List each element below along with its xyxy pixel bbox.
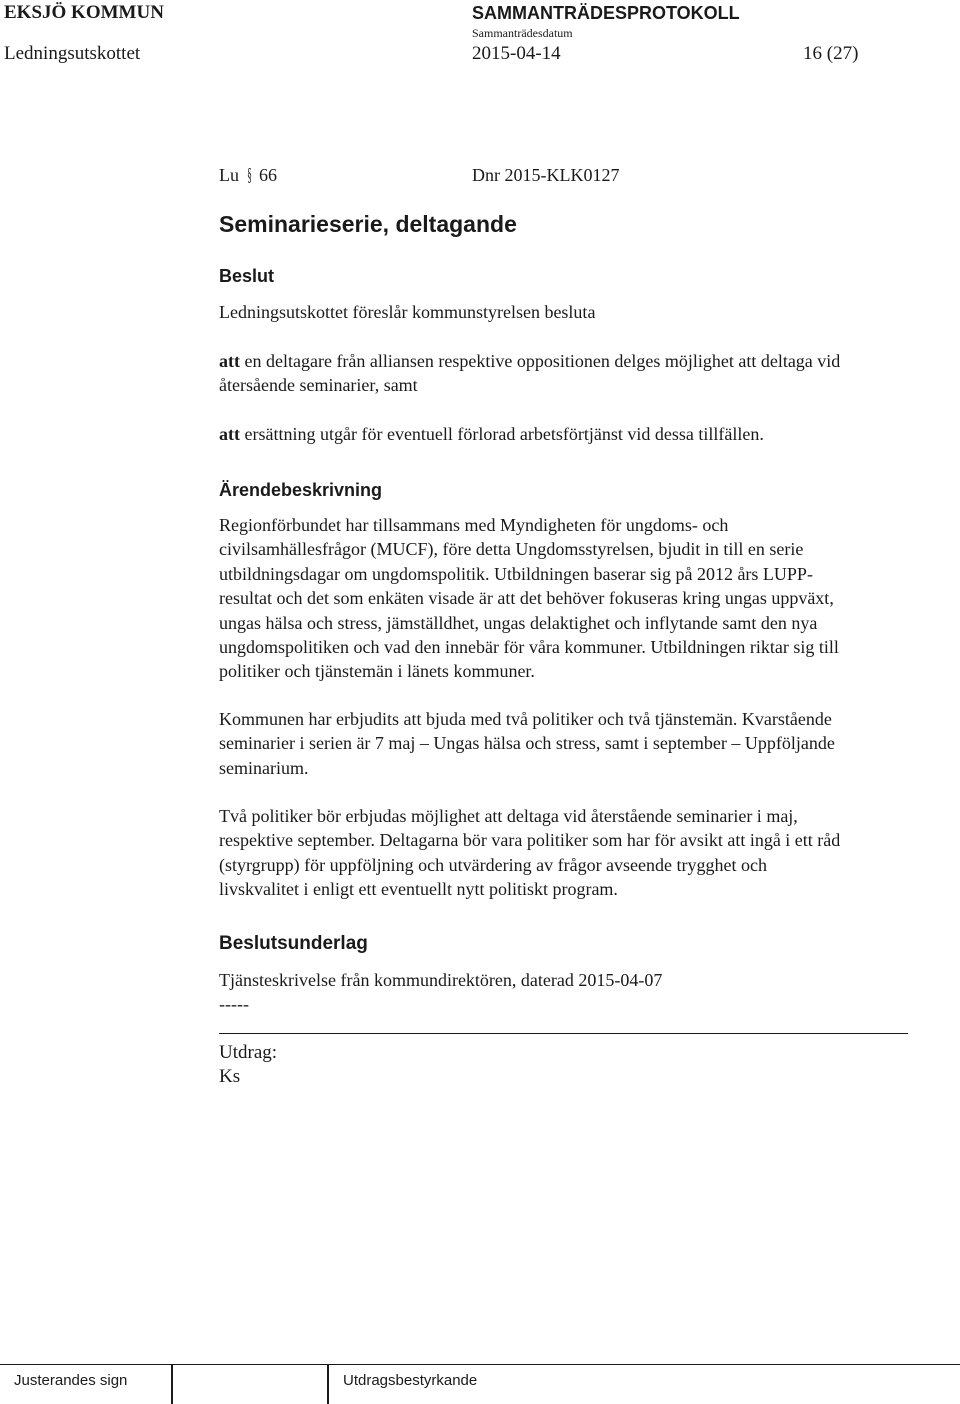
case-number [219, 163, 277, 188]
org-name: EKSJÖ KOMMUN [4, 2, 164, 23]
att-lead: att [219, 424, 240, 444]
arende-heading: Ärendebeskrivning [219, 480, 383, 500]
text-line: Kommunen har erbjudits att bjuda med två politiker och två tjänstemän. Kvarstående [219, 709, 832, 729]
arende-paragraph-2 [219, 707, 939, 780]
date-label: Sammanträdesdatum [472, 26, 573, 40]
case-prefix: Lu [219, 165, 239, 185]
beslut-item-text: en deltagare från alliansen respektive oppositionen delges möjlighet att deltaga vid [244, 351, 841, 371]
beslut-item-1 [219, 349, 939, 398]
committee-name: Ledningsutskottet [4, 43, 141, 64]
section-symbol: § [246, 165, 252, 186]
dnr: Dnr 2015-KLK0127 [472, 165, 620, 185]
text-line: resultat och det som enkäten visade är att det behöver fokuseras kring ungas uppväxt, [219, 588, 834, 609]
separator-line [219, 1033, 908, 1034]
text-line: Regionförbundet har tillsammans med Myndigheten för ungdoms- och [219, 515, 729, 535]
text-line: ungdomspolitiken och vad den innebär för våra kommuner. Utbildningen riktar sig till [219, 637, 839, 658]
text-line: utbildningsdagar om ungdomspolitik. Utbildningen baserar sig på 2012 års LUPP- [219, 563, 813, 584]
beslut-item-text: ersättning utgår för eventuell förlorad arbetsförtjänst vid dessa tillfällen. [244, 424, 764, 444]
arende-paragraph-3 [219, 804, 939, 902]
text-line: seminarier i serien är 7 maj – Ungas hälsa och stress, samt i september – Uppföljande [219, 733, 835, 754]
underlag-heading: Beslutsunderlag [219, 933, 368, 954]
doc-type: SAMMANTRÄDESPROTOKOLL [472, 3, 740, 23]
meeting-date: 2015-04-14 [472, 43, 561, 64]
text-line: livskvalitet i enligt ett eventuellt nytt politiskt program. [219, 879, 618, 900]
footer-justerandes-sign: Justerandes sign [14, 1372, 128, 1389]
text-line: seminarium. [219, 757, 309, 778]
text-line: civilsamhällesfrågor (MUCF), före detta Ungdomsstyrelsen, bjudit in till en serie [219, 539, 804, 560]
text-line: (styrgrupp) för uppföljning och utvärdering av frågor avseende trygghet och [219, 854, 767, 875]
case-number-value: 66 [259, 165, 277, 185]
underlag-dashes: ----- [219, 994, 249, 1014]
case-title: Seminarieserie, deltagande [219, 211, 517, 237]
text-line: politiker och tjänstemän i länets kommuner. [219, 661, 535, 682]
text-line: Två politiker bör erbjudas möjlighet att deltaga vid återstående seminarier i maj, [219, 806, 798, 826]
att-lead: att [219, 351, 240, 371]
footer-separator [327, 1364, 329, 1404]
beslut-item-text-cont: återsående seminarier, samt [219, 375, 418, 396]
footer-separator [171, 1364, 173, 1404]
footer-divider [0, 1364, 960, 1365]
beslut-item-2 [219, 422, 939, 446]
footer-utdragsbestyrkande: Utdragsbestyrkande [343, 1372, 478, 1389]
beslut-intro: Ledningsutskottet föreslår kommunstyrelsen besluta [219, 302, 596, 322]
utdrag-recipient: Ks [219, 1066, 241, 1087]
arende-paragraph-1 [219, 513, 939, 684]
text-line: ungas hälsa och stress, jämställdhet, ungas delaktighet och inflytande samt den nya [219, 612, 818, 633]
utdrag-label: Utdrag: [219, 1042, 278, 1063]
underlag-text: Tjänsteskrivelse från kommundirektören, daterad 2015-04-07 [219, 970, 663, 990]
text-line: respektive september. Deltagarna bör vara politiker som har för avsikt att ingå i ett råd [219, 830, 841, 851]
beslut-heading: Beslut [219, 266, 275, 286]
page-number: 16 (27) [803, 43, 859, 64]
